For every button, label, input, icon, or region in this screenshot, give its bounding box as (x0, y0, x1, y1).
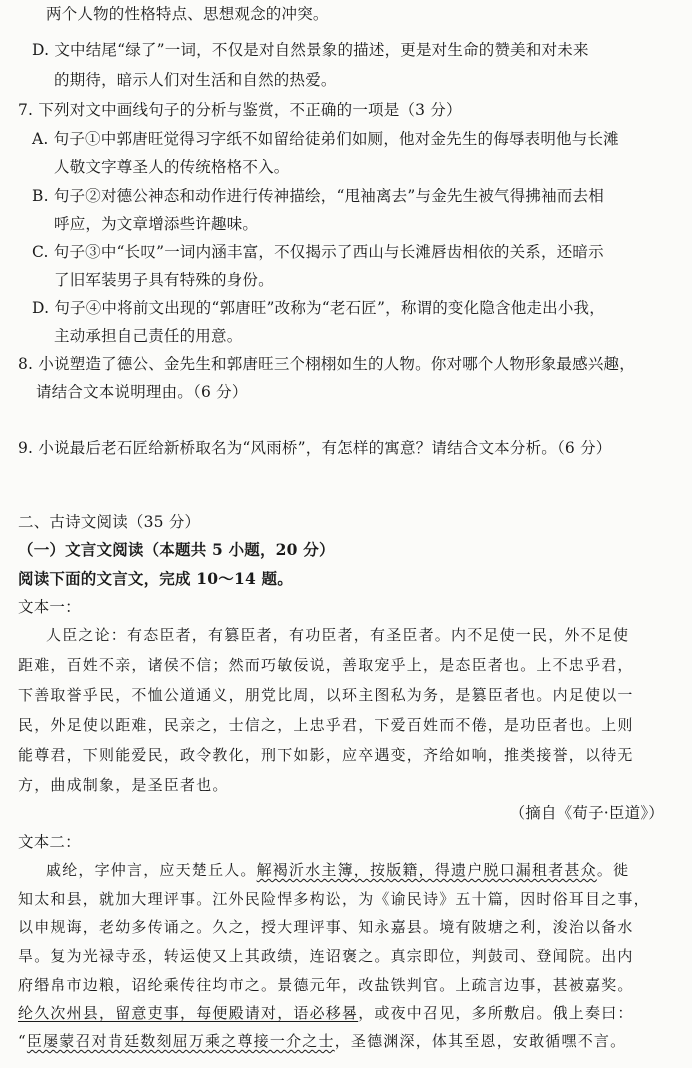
text1-line: 下善取誉乎民，不恤公道通义，朋党比周，以环主图私为务，是篡臣者也。内足使以一 (18, 686, 634, 704)
q7-option-c-line1: C. 句子③中“长叹”一词内涵丰富，不仅揭示了西山与长滩唇齿相依的关系，还暗示 (32, 243, 604, 261)
text2-line7-end: ，圣德渊深，体其至恩，安敢循嘿不言。 (334, 1032, 627, 1050)
q7-option-b-line1: B. 句子②对德公神态和动作进行传神描绘，“甩袖离去”与金先生被气得拂袖而去相 (32, 187, 604, 205)
text1-line: 距难，百姓不亲，诸侯不信；然而巧敏佞说，善取宠乎上，是态臣者也。上不忠乎君， (18, 656, 634, 674)
text1-line: 人臣之论：有态臣者，有篡臣者，有功臣者，有圣臣者。内不足使一民，外不足使 (46, 626, 630, 644)
q8-stem-line2: 请结合文本说明理由。（6 分） (36, 383, 248, 401)
q6-option-d-line2: 的期待，暗示人们对生活和自然的热爱。 (54, 71, 337, 89)
text2-line1 (46, 860, 629, 880)
section2-instruction: 阅读下面的文言文，完成 10～14 题。 (18, 569, 293, 588)
text2-underlined-sentence-1: 解褐沂水主簿，按版籍，得遗户脱口漏租者甚众 (256, 861, 597, 879)
text2-line1-start: 戚纶，字仲言，应天楚丘人。 (46, 861, 257, 879)
q7-option-c-line2: 了旧军装男子具有特殊的身份。 (54, 271, 274, 289)
text2-label: 文本二： (18, 833, 81, 851)
text2-open-quote: “ (18, 1032, 27, 1050)
text2-line4: 旱。复为光禄寺丞，转运使又上其政绩，连诏褒之。真宗即位，判鼓司、登闻院。出内 (18, 947, 634, 965)
text2-line3: 以申规诲，老幼多传诵之。久之，授大理评事、知永嘉县。境有陂塘之利，浚治以备水 (18, 918, 634, 936)
text1-label: 文本一： (18, 598, 81, 616)
text2-underlined-sentence-3: 臣屡蒙召对肯廷数刻屈万乘之尊接一介之士 (26, 1032, 335, 1050)
q6-option-d-line1: D. 文中结尾“绿了”一词，不仅是对自然景象的描述，更是对生命的赞美和对未来 (32, 41, 589, 59)
text1-line: 能尊君，下则能爱民，政令教化，刑下如影，应卒遇变，齐给如响，推类接誉，以待无 (18, 746, 634, 764)
text1-line: 方，曲成制象，是圣臣者也。 (18, 776, 229, 794)
section2-title: 二、古诗文阅读（35 分） (18, 513, 201, 531)
text2-line7 (18, 1031, 626, 1051)
text1-line: 民，外足使以距难，民亲之，士信之，上忠乎君，下爱百姓而不倦，是功臣者也。上则 (18, 716, 634, 734)
text2-line5: 府缗帛市边粮，诏纶乘传往均市之。景德元年，改盐铁判官。上疏言边事，甚被嘉奖。 (18, 976, 634, 994)
q7-option-a-line2: 人敬文字尊圣人的传统格格不入。 (54, 158, 290, 176)
text2-line6-end: ，或夜中召见，多所敷启。俄上奏曰： (358, 1004, 634, 1022)
q7-stem: 7. 下列对文中画线句子的分析与鉴赏，不正确的一项是（3 分） (18, 101, 462, 119)
text2-line1-end: 。徙 (596, 861, 630, 879)
q6-option-c-tail: 两个人物的性格特点、思想观念的冲突。 (46, 5, 329, 23)
q9-stem: 9. 小说最后老石匠给新桥取名为“风雨桥”，有怎样的寓意？请结合文本分析。（6 分） (18, 439, 612, 457)
q7-option-b-line2: 呼应，为文章增添些许趣味。 (54, 215, 259, 233)
text1-source: （摘自《荀子·臣道》） (509, 804, 664, 822)
text2-underlined-sentence-2: 纶久次州县，留意吏事，每便殿请对，语必移晷 (18, 1004, 359, 1022)
text2-line6 (18, 1003, 634, 1023)
q8-stem-line1: 8. 小说塑造了德公、金先生和郭唐旺三个栩栩如生的人物。你对哪个人物形象最感兴趣， (18, 355, 635, 373)
q7-option-d-line1: D. 句子④中将前文出现的“郭唐旺”改称为“老石匠”，称谓的变化隐含他走出小我， (32, 299, 605, 317)
q7-option-a-line1: A. 句子①中郭唐旺觉得习字纸不如留给徒弟们如厕，他对金先生的侮辱表明他与长滩 (32, 130, 619, 148)
section2-subtitle: （一）文言文阅读（本题共 5 小题，20 分） (18, 540, 335, 559)
text2-line2: 知太和县，就加大理评事。江外民险悍多构讼，为《谕民诗》五十篇，因时俗耳目之事， (18, 890, 650, 908)
q7-option-d-line2: 主动承担自己责任的用意。 (54, 327, 243, 345)
